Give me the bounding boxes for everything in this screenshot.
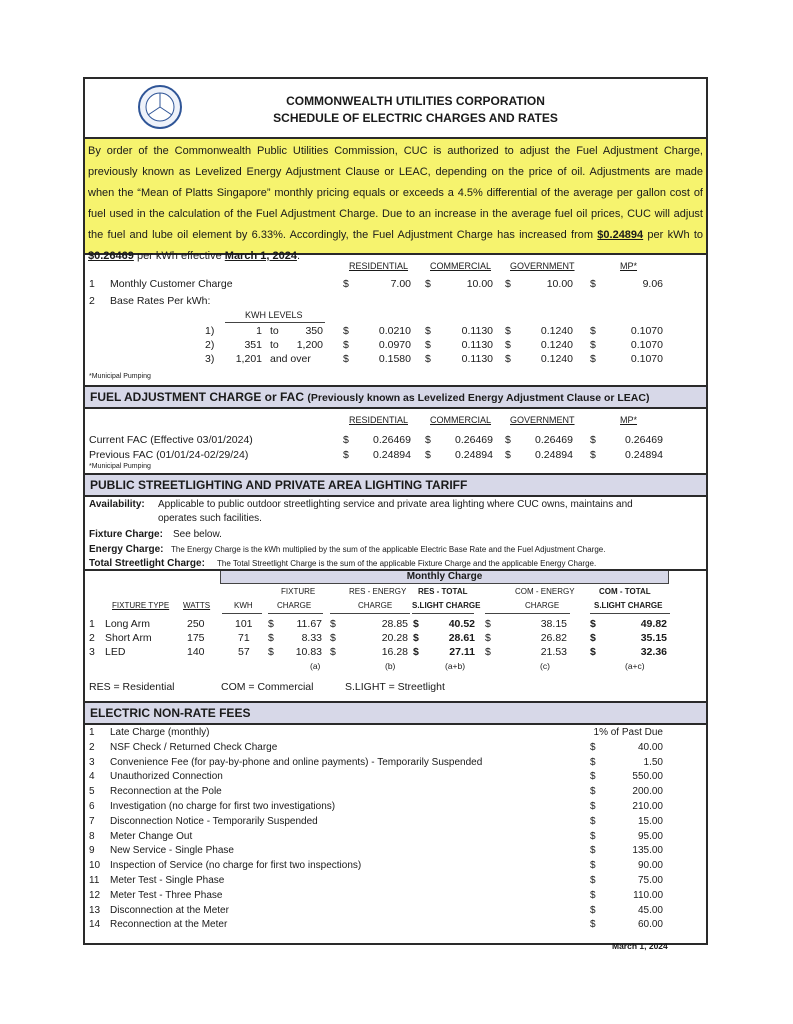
streetlight-section-header: PUBLIC STREETLIGHTING AND PRIVATE AREA LIGHTING TARIFF [85,473,706,497]
title-line-1: COMMONWEALTH UTILITIES CORPORATION [286,94,545,108]
streetlight-table: Monthly Charge FIXTURE RES - ENERGY RES - TOTAL COM - ENERGY COM - TOTAL FIXTURE TYPE WATTS KWH CHARGE CHARGE S.LIGHT CHARGE CHARGE S.LIGHT CHARGE 1 Long Arm 250 101 $ 11.67 $ 28.85 $ 40.52 $ 38.15 $ 49.82 2 Short Arm 175 71 $ 8.33 $ 20.28 $ 28.61 $ 26.82 $ 35.15 3 LED 140 57 $ 10.83 $ 16.28 $ 27.11 $ 21.53 $ 32.36 (a) (b) (a+b) (c) (a+c) RES = Residential COM = Commercial S.LIGHT = Streetlight [85,569,706,701]
col-government: GOVERNMENT [510,261,575,271]
page-title [85,93,706,127]
effective-date: March 1, 2024 [224,250,297,262]
footer-date: March 1, 2024 [612,941,668,951]
title-line-2: SCHEDULE OF ELECTRIC CHARGES AND RATES [273,111,558,125]
document-header [85,79,706,139]
non-rate-fees-list: 1 Late Charge (monthly) 1% of Past Due 2 NSF Check / Returned Check Charge $ 40.00 3 Convenience Fee (for pay-by-phone and online payments) - Temporarily Suspended $ 1.50 4 Unauthorized Connection $ 550.00 5 Reconnection at the Pole $ 200.00 6 Investigation (no charge for first two investigations) $ 210.00 7 Disconnection Notice - Temporarily Suspended $ 15.00 8 Meter Change Out $ 95.00 9 New Service - Single Phase $ 135.00 10 Inspection of Service (no charge for first two inspections) $ 90.00 11 Meter Test - Single Phase $ 75.00 12 Meter Test - Three Phase $ 110.00 13 Disconnection at the Meter $ 45.00 14 Reconnection at the Meter $ 60.00 [89,727,663,931]
streetlight-description: Availability: Applicable to public outdoor streetlighting service and private area lighting where CUC owns, maintains and operates such facilities. Fixture Charge: See below. Energy Charge: The Energy Charge is the kWh multiplied by the sum of the applicable Electric Base Rate and the Fuel Adjustment Charge. Total Streetlight Charge: The Total Streetlight Charge is the sum of the applicable Fixture Charge and the applicable Energy Charge. [89,499,633,569]
footnote: *Municipal Pumping [89,373,151,380]
non-rate-fees-header: ELECTRIC NON-RATE FEES [85,701,706,725]
fac-notice: By order of the Commonwealth Public Utilities Commission, CUC is authorized to adjust the Fuel Adjustment Charge, previously known as Levelized Energy Adjustment Clause or LEAC, depending on the price of oil. Adjustments are made when the “Mean of Platts Singapore” monthly pricing equals or exceeds a 4.5% differential of the average per gallon cost of fuel used in the calculation of the Fuel Adjustment Charge. Due to an increase in the average fuel oil prices, CUC will adjust the fuel and lube oil element by 6.33%. Accordingly, the Fuel Adjustment Charge has increased from $0.24894 per kWh to $0.26469 per kWh effective March 1, 2024. [85,139,706,255]
col-mp: MP* [620,261,638,271]
fac-section: RESIDENTIAL COMMERCIAL GOVERNMENT MP* Current FAC (Effective 03/01/2024) $ 0.26469 $ 0.26469 $ 0.26469 $ 0.26469 Previous FAC (01/01/24-02/29/24) $ 0.24894 $ 0.24894 $ 0.24894 $ 0.24894 *Municipal Pumping [89,415,663,470]
monthly-charge-header: Monthly Charge [220,571,669,584]
legend-slight: S.LIGHT = Streetlight [345,681,445,693]
new-rate: $0.26469 [88,250,134,262]
base-rates-label: Base Rates Per kWh: [110,295,211,307]
rate-schedule-document [83,77,708,945]
monthly-customer-charge-label: Monthly Customer Charge [110,278,233,290]
col-commercial: COMMERCIAL [430,261,492,271]
legend-com: COM = Commercial [221,681,314,693]
fac-section-header: FUEL ADJUSTMENT CHARGE or FAC (Previously known as Levelized Energy Adjustment Clause or LEAC) [85,385,706,409]
legend-res: RES = Residential [89,681,175,693]
old-rate: $0.24894 [597,229,644,241]
kwh-levels-header: KWH LEVELS [245,310,303,320]
base-rates-section: RESIDENTIAL COMMERCIAL GOVERNMENT MP* 1 Monthly Customer Charge $ 7.00 $ 10.00 $ 10.00 $ 9.06 2 Base Rates Per kWh: KWH LEVELS 1) 1 to 350 $ 0.0210 $ 0.1130 $ 0.1240 $ 0.1070 2) 351 to 1,200 $ 0.0970 $ 0.1130 $ 0.1240 $ 0.1070 3) 1,201 and over $ 0.1580 $ 0.1130 $ 0.1240 $ 0.1070 *Municipal Pumping [89,261,663,380]
col-residential: RESIDENTIAL [349,261,409,271]
